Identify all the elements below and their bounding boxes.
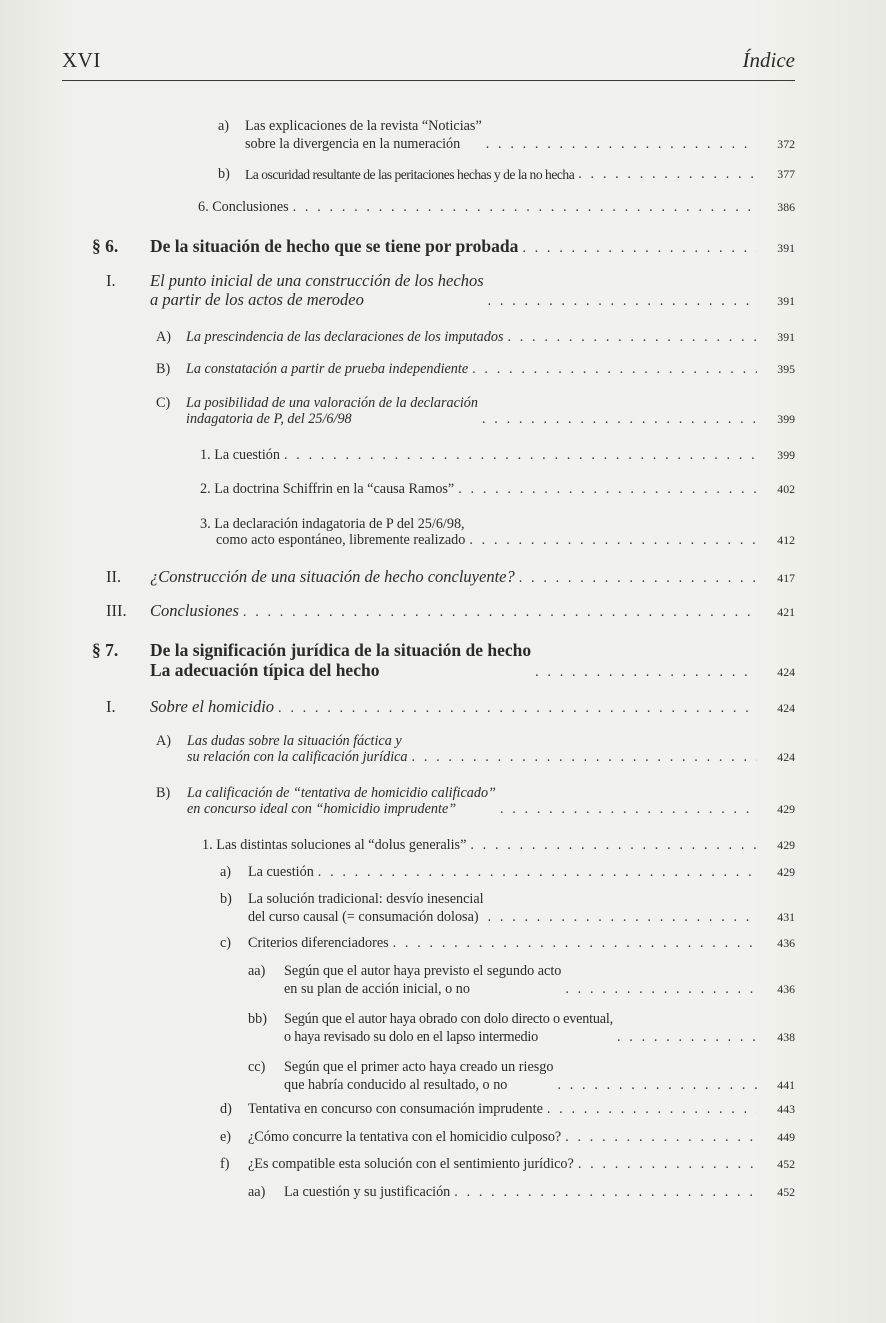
dot-leader: [468, 362, 757, 377]
entry-marker: B): [156, 785, 171, 801]
toc-section: [92, 236, 795, 256]
section-title: De la situación de hecho que se tiene por probada: [150, 236, 519, 256]
running-title: Índice: [742, 48, 795, 72]
page-number: XVI: [62, 48, 101, 72]
toc-entry: [220, 864, 795, 880]
entry-page: 452: [777, 1157, 795, 1171]
section-title: De la significación jurídica de la situación de hecho La adecuación típica del hecho: [150, 640, 532, 680]
entry-page: 429: [777, 802, 795, 816]
toc-entry: [200, 448, 795, 463]
entry-title: Según que el primer acto haya creado un riesgo que habría conducido al resultado, o no: [284, 1059, 554, 1093]
entry-page: 377: [777, 167, 795, 181]
entry-page: 399: [777, 412, 795, 426]
dot-leader: [454, 482, 757, 497]
toc-entry: [218, 166, 795, 182]
entry-title: Tentativa en concurso con consumación imprudente: [248, 1101, 543, 1117]
toc-entry: [202, 838, 795, 853]
entry-title: ¿Es compatible esta solución con el sentimiento jurídico?: [248, 1156, 574, 1172]
entry-page: 372: [777, 137, 795, 151]
entry-title: La cuestión y su justificación: [284, 1184, 451, 1200]
toc-entry: [156, 733, 795, 765]
entry-page: 391: [777, 330, 795, 344]
section-marker: § 6.: [92, 236, 119, 256]
entry-title: Las explicaciones de la revista “Noticias” sobre la divergencia en la numeración: [245, 118, 482, 152]
entry-marker: I.: [106, 697, 116, 716]
dot-leader: [574, 167, 757, 182]
entry-marker: b): [218, 166, 230, 182]
dot-leader: [484, 910, 757, 925]
entry-title: Sobre el homicidio: [150, 697, 275, 716]
entry-marker: C): [156, 395, 171, 411]
entry-marker: A): [156, 733, 171, 749]
dot-leader: [465, 533, 757, 548]
entry-title: Criterios diferenciadores: [248, 935, 389, 951]
toc-entry: [248, 1059, 795, 1093]
entry-marker: cc): [248, 1059, 266, 1075]
entry-page: 441: [777, 1078, 795, 1092]
entry-page: 449: [777, 1130, 795, 1144]
entry-title: 1. La cuestión: [200, 447, 280, 463]
entry-page: 391: [777, 294, 795, 308]
entry-page: 436: [777, 936, 795, 950]
dot-leader: [496, 802, 757, 817]
toc-entry: [248, 1184, 795, 1200]
header-rule: [62, 80, 795, 81]
dot-leader: [482, 137, 757, 152]
toc-entry: [106, 271, 795, 309]
toc-entry: [106, 697, 795, 716]
dot-leader: [484, 294, 757, 309]
dot-leader: [613, 1030, 757, 1045]
entry-marker: e): [220, 1129, 232, 1145]
entry-marker: B): [156, 361, 171, 377]
entry-page: 424: [777, 750, 795, 764]
entry-title: Las dudas sobre la situación fáctica y su relación con la calificación jurídica: [187, 733, 408, 765]
entry-page: 386: [777, 200, 795, 214]
dot-leader: [574, 1157, 757, 1172]
entry-title: 3. La declaración indagatoria de P del 25/6/98, como acto espontáneo, libremente realizado: [200, 516, 466, 548]
toc-entry: [220, 1129, 795, 1145]
dot-leader: [408, 750, 757, 765]
entry-page: 424: [777, 701, 795, 715]
toc-entry: [106, 601, 795, 620]
entry-title: La calificación de “tentativa de homicidio calificado” en concurso ideal con “homicidio imprudente”: [187, 785, 496, 817]
entry-page: 391: [777, 241, 795, 255]
entry-page: 412: [777, 533, 795, 547]
dot-leader: [280, 448, 757, 463]
dot-leader: [389, 936, 757, 951]
entry-marker: c): [220, 935, 232, 951]
toc-section: [92, 640, 795, 680]
entry-title: La constatación a partir de prueba independiente: [186, 361, 469, 377]
dot-leader: [239, 605, 757, 620]
toc-entry: [220, 1101, 795, 1117]
dot-leader: [274, 701, 757, 716]
entry-page: 438: [777, 1030, 795, 1044]
entry-page: 429: [777, 865, 795, 879]
entry-title: Según que el autor haya obrado con dolo directo o eventual, o haya revisado su dolo en el lapso intermedio: [284, 1011, 613, 1045]
dot-leader: [450, 1185, 757, 1200]
entry-marker: aa): [248, 963, 266, 979]
entry-title: 6. Conclusiones: [198, 199, 289, 215]
toc-entry: [248, 1011, 795, 1045]
toc-entry: [198, 200, 795, 215]
toc-entry: [220, 891, 795, 925]
entry-page: 452: [777, 1185, 795, 1199]
entry-marker: I.: [106, 271, 116, 290]
entry-page: 424: [777, 665, 795, 679]
dot-leader: [543, 1102, 757, 1117]
entry-title: ¿Construcción de una situación de hecho concluyente?: [150, 567, 515, 586]
entry-title: ¿Cómo concurre la tentativa con el homicidio culposo?: [248, 1129, 562, 1145]
entry-title: 2. La doctrina Schiffrin en la “causa Ramos”: [200, 481, 455, 497]
entry-page: 421: [777, 605, 795, 619]
entry-marker: aa): [248, 1184, 266, 1200]
entry-marker: a): [220, 864, 232, 880]
dot-leader: [466, 838, 757, 853]
entry-marker: a): [218, 118, 230, 134]
entry-marker: d): [220, 1101, 232, 1117]
entry-title: La oscuridad resultante de las peritaciones hechas y de la no hecha: [245, 167, 575, 182]
entry-marker: III.: [106, 601, 127, 620]
entry-title: La solución tradicional: desvío inesencial del curso causal (= consumación dolosa): [248, 891, 484, 925]
entry-page: 443: [777, 1102, 795, 1116]
entry-page: 429: [777, 838, 795, 852]
dot-leader: [503, 330, 757, 345]
entry-page: 431: [777, 910, 795, 924]
toc-entry: [220, 1156, 795, 1172]
entry-title: Conclusiones: [150, 601, 239, 620]
entry-title: La prescindencia de las declaraciones de los imputados: [186, 329, 504, 345]
entry-title: El punto inicial de una construcción de los hechos a partir de los actos de merodeo: [150, 271, 484, 309]
dot-leader: [561, 982, 757, 997]
entry-marker: A): [156, 329, 171, 345]
entry-title: La posibilidad de una valoración de la declaración indagatoria de P, del 25/6/98: [186, 395, 478, 427]
toc-entry: [218, 118, 795, 152]
toc-entry: [200, 482, 795, 497]
toc-entry: [106, 567, 795, 586]
entry-title: 1. Las distintas soluciones al “dolus generalis”: [202, 837, 467, 853]
entry-page: 436: [777, 982, 795, 996]
dot-leader: [531, 665, 757, 680]
toc-entry: [156, 329, 795, 345]
dot-leader: [289, 200, 757, 215]
entry-page: 402: [777, 482, 795, 496]
toc-entry: [200, 517, 795, 548]
entry-page: 399: [777, 448, 795, 462]
toc-entry: [156, 395, 795, 427]
entry-page: 395: [777, 362, 795, 376]
dot-leader: [515, 571, 757, 586]
toc-entry: [156, 785, 795, 817]
dot-leader: [314, 865, 757, 880]
toc-entry: [156, 361, 795, 377]
dot-leader: [561, 1130, 757, 1145]
section-marker: § 7.: [92, 640, 119, 660]
entry-marker: f): [220, 1156, 230, 1172]
entry-marker: b): [220, 891, 232, 907]
entry-marker: bb): [248, 1011, 267, 1027]
toc-entry: [220, 935, 795, 951]
entry-page: 417: [777, 571, 795, 585]
entry-title: Según que el autor haya previsto el segundo acto en su plan de acción inicial, o no: [284, 963, 562, 997]
entry-marker: II.: [106, 567, 122, 586]
dot-leader: [518, 241, 757, 256]
page-header: [62, 44, 795, 78]
dot-leader: [478, 412, 757, 427]
dot-leader: [553, 1078, 757, 1093]
toc-entry: [248, 963, 795, 997]
entry-title: La cuestión: [248, 864, 314, 880]
